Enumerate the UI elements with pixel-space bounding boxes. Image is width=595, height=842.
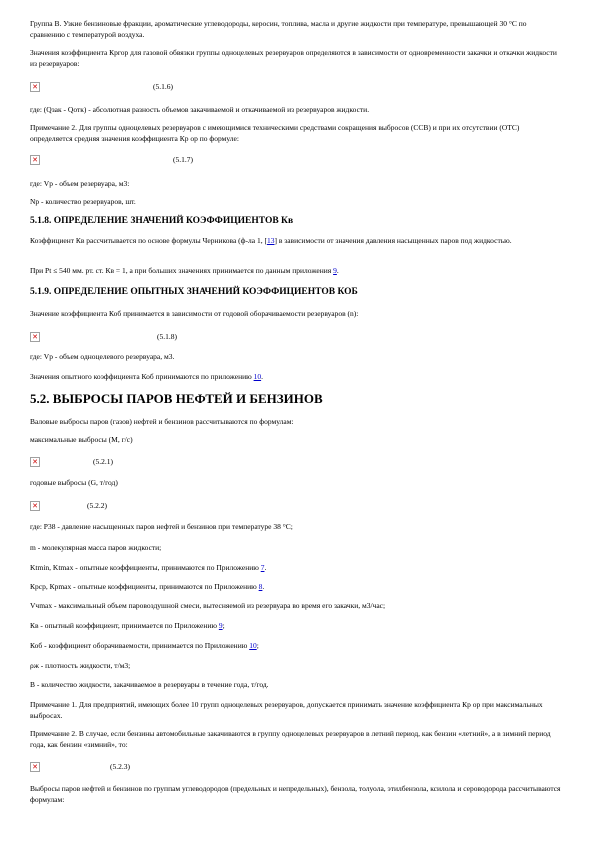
paragraph-hydrocarbon-groups: Выбросы паров нефтей и бензинов по группам углеводородов (предельных и непредельных), бензола, толуола, этилбензола, ксилола и сероводорода рассчитываются формулам: — [30, 784, 561, 804]
paragraph-b: В - количество жидкости, закачиваемое в резервуары в течение года, т/год. — [30, 680, 269, 689]
formula-number: (5.2.2) — [87, 501, 107, 510]
link-appendix-9-b[interactable]: 9 — [218, 621, 223, 630]
paragraph-where-qzak: где: (Qзак - Qотк) - абсолютная разность объемов закачиваемой и откачиваемой из резервуаров жидкости. — [30, 105, 370, 114]
paragraph-krsr: Крср, Крmax - опытные коэффициенты, принимаются по Приложению 8. — [30, 582, 265, 591]
paragraph-note-2-summer: Примечание 2. В случае, если бензины автомобильные закачиваются в группу одноцелевых резервуаров в летний период, как бензин «летний», а в зимний период года, как бензин «зимний», то: — [30, 729, 551, 749]
broken-image-icon: ✕ — [30, 762, 40, 772]
formula-5-1-6 — [30, 80, 230, 94]
formula-number: (5.2.1) — [93, 457, 113, 466]
paragraph-note-1: Примечание 1. Для предприятий, имеющих более 10 групп одноцелевых резервуаров, допускается принимать значение коэффициента Кр ор при максимальных выбросах. — [30, 700, 543, 720]
broken-image-icon: ✕ — [30, 457, 40, 467]
paragraph-m: m - молекулярная масса паров жидкости; — [30, 543, 162, 552]
heading-5-1-8: 5.1.8. ОПРЕДЕЛЕНИЕ ЗНАЧЕНИЙ КОЭФФИЦИЕНТОВ Кв — [30, 216, 294, 226]
paragraph-where-p38: где: Р38 - давление насыщенных паров нефтей и бензинов при температуре 38 °С; — [30, 522, 293, 531]
paragraph-group-v: Группа В. Узкие бензиновые фракции, ароматические углеводороды, керосин, топлива, масла и другие жидкости при температуре, превышающей 30 °С по сравнению с температурой воздуха. — [30, 19, 527, 39]
formula-5-2-2 — [30, 499, 230, 513]
formula-number: (5.2.3) — [110, 762, 130, 771]
paragraph-where-vr: где: Vр - объем резервуара, м3: — [30, 179, 130, 188]
paragraph-kv-2: Кв - опытный коэффициент, принимается по Приложению 9; — [30, 621, 225, 630]
heading-5-2: 5.2. ВЫБРОСЫ ПАРОВ НЕФТЕЙ И БЕНЗИНОВ — [30, 391, 323, 406]
paragraph-max-emissions: максимальные выбросы (М, г/с) — [30, 435, 133, 444]
paragraph-kob-values: Значения опытного коэффициента Коб принимаются по приложению 10. — [30, 372, 263, 381]
formula-number: (5.1.7) — [173, 155, 193, 164]
paragraph-krgor-intro: Значения коэффициента Кргор для газовой обвязки группы одноцелевых резервуаров определяются в зависимости от одновременности закачки и откачки жидкости из резервуаров: — [30, 48, 557, 68]
link-appendix-10-b[interactable]: 10 — [249, 641, 257, 650]
heading-5-1-9: 5.1.9. ОПРЕДЕЛЕНИЕ ОПЫТНЫХ ЗНАЧЕНИЙ КОЭФФИЦИЕНТОВ КОБ — [30, 287, 358, 297]
paragraph-kv: Коэффициент Кв рассчитывается по основе формулы Черникова (ф-ла 1, [13] в зависимости от значения давления насыщенных паров под жидкостью. — [30, 236, 512, 245]
broken-image-icon: ✕ — [30, 82, 40, 92]
formula-5-1-7 — [30, 153, 230, 167]
formula-5-2-1 — [30, 455, 230, 469]
link-appendix-7[interactable]: 7 — [260, 563, 265, 572]
paragraph-annual-emissions: годовые выбросы (G, т/год) — [30, 478, 118, 487]
formula-number: (5.1.6) — [153, 82, 173, 91]
paragraph-where-vr-2: где: Vр - объем одноцелевого резервуара, м3. — [30, 352, 175, 361]
link-ref-13[interactable]: 13 — [266, 236, 275, 245]
paragraph-kt: Ktmin, Ktmax - опытные коэффициенты, принимаются по Приложению 7. — [30, 563, 267, 572]
broken-image-icon: ✕ — [30, 501, 40, 511]
paragraph-note-2: Примечание 2. Для группы одноцелевых резервуаров с имеющимися техническими средствами сокращения выбросов (ССВ) и при их отсутствии (ОТС) определяется средняя значения коэффициента Кр ор по формуле: — [30, 123, 520, 143]
paragraph-vchmax: Vчmax - максимальный объем паровоздушной смеси, вытесняемой из резервуара во время его закачки, м3/час; — [30, 601, 386, 610]
link-appendix-9[interactable]: 9 — [333, 266, 337, 275]
formula-5-2-3 — [30, 760, 230, 774]
link-appendix-8[interactable]: 8 — [258, 582, 263, 591]
paragraph-rho: ρж - плотность жидкости, т/м3; — [30, 661, 131, 670]
formula-5-1-8 — [30, 330, 230, 344]
formula-number: (5.1.8) — [157, 332, 177, 341]
paragraph-kob-2: Коб - коэффициент оборачиваемости, принимается по Приложению 10; — [30, 641, 259, 650]
paragraph-gross-emissions: Валовые выбросы паров (газов) нефтей и бензинов рассчитываются по формулам: — [30, 417, 294, 426]
paragraph-pt: При Pt ≤ 540 мм. рт. ст. Кв = 1, а при больших значениях принимается по данным приложения 9. — [30, 266, 339, 275]
paragraph-kob: Значение коэффициента Коб принимается в зависимости от годовой оборачиваемости резервуаров (n): — [30, 309, 359, 318]
broken-image-icon: ✕ — [30, 332, 40, 342]
paragraph-nr: Nр - количество резервуаров, шт. — [30, 197, 136, 206]
broken-image-icon: ✕ — [30, 155, 40, 165]
link-appendix-10[interactable]: 10 — [253, 372, 262, 381]
